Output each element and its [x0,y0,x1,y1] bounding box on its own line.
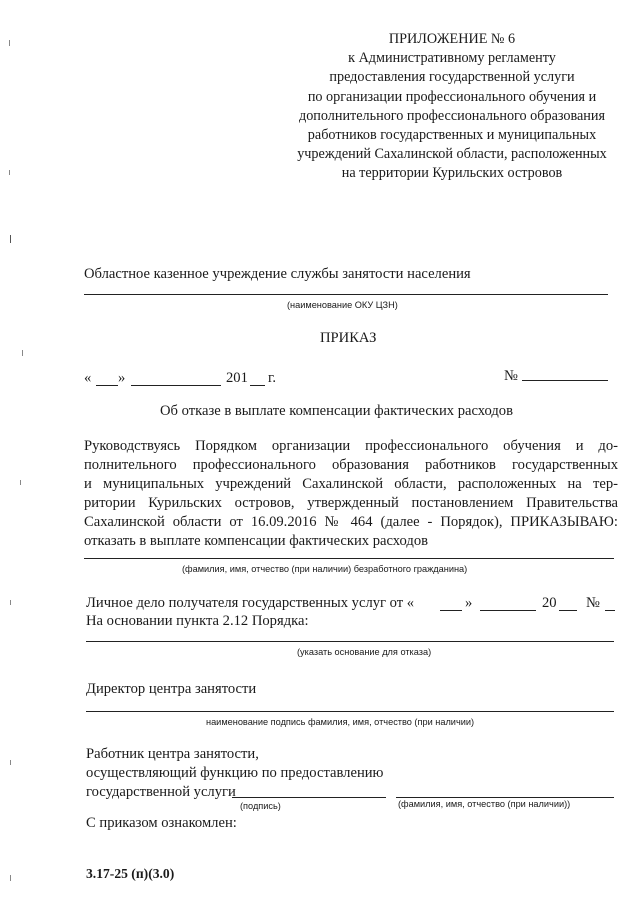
institution-line [84,294,608,295]
institution-name: Областное казенное учреждение службы занятости населения [84,266,471,282]
annex-line: к Административному регламенту [348,50,556,67]
personal-file-year-line [559,610,577,611]
director-caption: наименование подпись фамилия, имя, отчество (при наличии) [206,717,475,727]
scan-edge-mark [9,40,10,46]
body-line: и муниципальных учреждений Сахалинской области, расположенных на тер- [84,476,618,492]
order-day-line [96,385,118,386]
annex-line: дополнительного профессионального образования [298,107,605,124]
basis-line [86,641,614,642]
personal-file-number-sign: № [586,595,600,611]
order-month-line [131,385,221,386]
personal-file-day-line [440,610,462,611]
personal-file-number-line [605,610,615,611]
form-code: 3.17-25 (п)(3.0) [86,866,175,881]
worker-sign-caption: (подпись) [240,801,281,811]
annex-title: ПРИЛОЖЕНИЕ № 6 [388,31,516,47]
personal-file-year-prefix: 20 [542,595,557,611]
citizen-fio-caption: (фамилия, имя, отчество (при наличии) безработного гражданина) [182,564,468,574]
annex-line: на территории Курильских островов [341,165,563,182]
annex-header [272,30,632,184]
scan-edge-mark [10,760,11,765]
body-line: ритории Курильских островов, утвержденный постановлением Правительства [84,495,618,511]
acquainted-label: С приказом ознакомлен: [86,815,237,831]
order-body [84,437,618,551]
annex-line: предоставления государственной услуги [329,69,575,86]
scan-edge-mark [9,170,10,175]
order-number-sign: № [504,368,518,384]
scan-edge-mark [10,875,11,881]
scan-edge-mark [10,235,11,243]
body-line: отказать в выплате компенсации фактических расходов [84,533,429,549]
order-year-prefix: 201 [226,370,248,386]
citizen-fio-line [84,558,614,559]
basis-label: На основании пункта 2.12 Порядка: [86,613,309,629]
director-line [86,711,614,712]
annex-line: работников государственных и муниципальных [307,127,597,144]
order-subject: Об отказе в выплате компенсации фактических расходов [160,403,513,419]
order-date-close: » [118,370,126,386]
institution-caption: (наименование ОКУ ЦЗН) [287,300,398,310]
order-title: ПРИКАЗ [320,330,377,346]
order-date-open: « [84,370,92,386]
annex-line: по организации профессионального обучения и [307,88,597,105]
personal-file-month-line [480,610,536,611]
body-line: Руководствуясь Порядком организации профессионального обучения и до- [84,438,618,454]
director-label: Директор центра занятости [86,681,257,697]
order-year-line [250,385,265,386]
worker-sign-line [232,797,386,798]
worker-fio-line [396,797,614,798]
scan-edge-mark [10,600,11,605]
annex-line: учреждений Сахалинской области, расположенных [297,146,607,163]
body-line: Сахалинской области от 16.09.2016 № 464 (далее - Порядок), ПРИКАЗЫВАЮ: [84,514,618,530]
worker-line3: государственной услуги [86,784,236,800]
scan-edge-mark [22,350,23,356]
personal-file-text: Личное дело получателя государственных услуг от « [86,595,415,611]
order-year-suffix: г. [268,370,276,386]
worker-line2: осуществляющий функцию по предоставлению [86,765,384,781]
order-number-line [522,380,608,381]
worker-fio-caption: (фамилия, имя, отчество (при наличии)) [398,799,571,809]
scan-edge-mark [20,480,21,485]
basis-caption: (указать основание для отказа) [297,647,432,657]
worker-line1: Работник центра занятости, [86,746,259,762]
body-line: полнительного профессионального образования работников государственных [84,457,618,473]
personal-file-date-close: » [465,595,473,611]
